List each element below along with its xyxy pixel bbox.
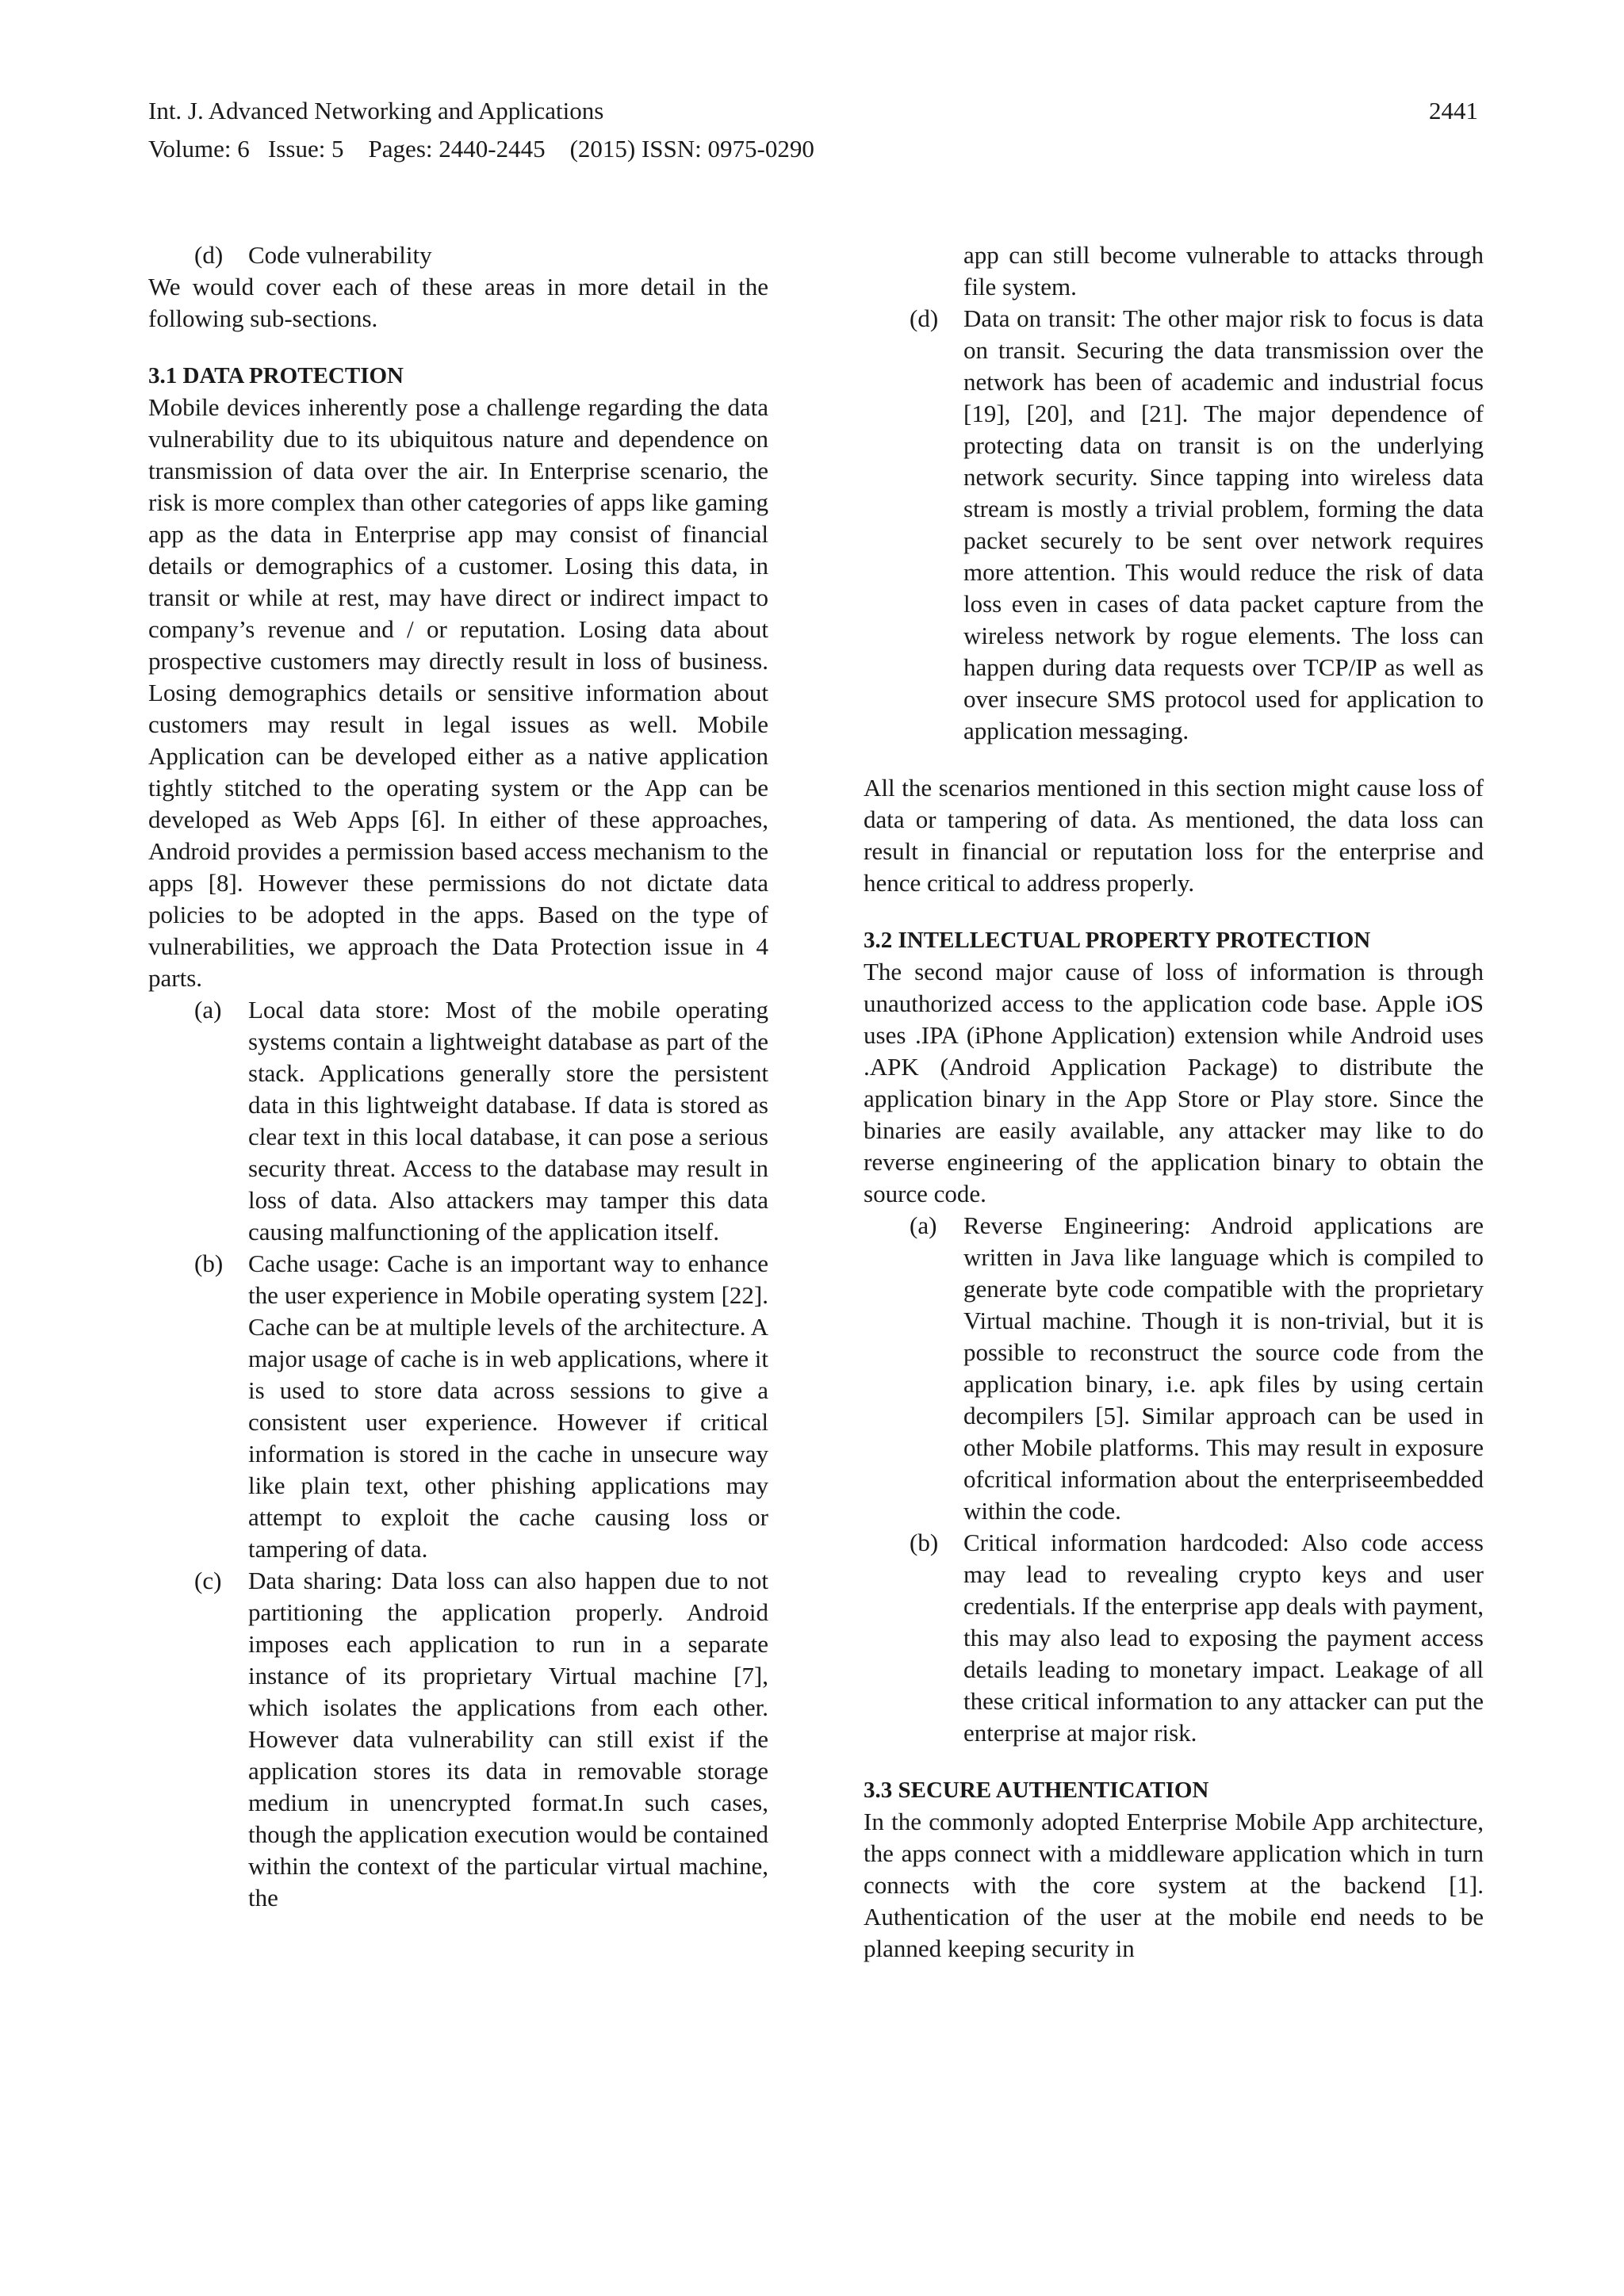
list-text: Cache usage: Cache is an important way to enhance the user experience in Mobile operating system [22]. Cache can be at multiple levels of the architecture. A major usage of cache is in web applications, where it is used to store data across sessions to give a consistent user experience. However if critical information is stored in the cache in unsecure way like plain text, other phishing applications may attempt to exploit the cache causing loss or tampering of data. [248,1249,768,1563]
list-label: (b) [194,1249,224,1277]
list-text: app can still become vulnerable to attacks through file system. [963,241,1484,300]
list-continuation [864,239,1484,303]
section-heading-3-2: 3.2 INTELLECTUAL PROPERTY PROTECTION [864,928,1371,953]
page-number: 2441 [1429,97,1478,124]
list-item-data-on-transit [864,303,1484,747]
section-paragraph-3-1: Mobile devices inherently pose a challenge regarding the data vulnerability due to its ubiquitous nature and dependence on transmission of data over the air. In Enterprise scenario, the risk is more complex than other categories of apps like gaming app as the data in Enterprise app may consist of financial details or demographics of a customer. Losing this data, in transit or while at rest, may have direct or indirect impact to company’s revenue and / or reputation. Losing data about prospective customers may directly result in loss of business. Losing demographics details or sensitive information about customers may result in legal issues as well. Mobile Application can be developed either as a native application tightly stitched to the operating system or the App can be developed as Web Apps [6]. In either of these approaches, Android provides a permission based access mechanism to the apps [8]. However these permissions do not dictate data policies to be adopted in the apps. Based on the type of vulnerabilities, we approach the Data Protection issue in 4 parts. [148,393,768,992]
list-item-data-sharing [148,1565,768,1914]
list-label: (d) [194,241,224,269]
right-column [864,239,1484,1965]
list-text: Local data store: Most of the mobile operating systems contain a lightweight database as part of the stack. Applications generally store the persistent data in this lightweight database. If data is stored as clear text in this local database, it can pose a serious security threat. Access to the database may result in loss of data. Also attackers may tamper this data causing malfunctioning of the application itself. [248,996,768,1246]
summary-paragraph: All the scenarios mentioned in this section might cause loss of data or tampering of data. As mentioned, the data loss can result in financial or reputation loss for the enterprise and hence critical to address properly. [864,774,1484,897]
list-item-reverse-engineering [864,1210,1484,1527]
list-label: (a) [910,1211,937,1239]
list-label: (a) [194,996,222,1024]
list-label: (c) [194,1567,222,1594]
volume-line: Volume: 6 Issue: 5 Pages: 2440-2445 (2015) ISSN: 0975-0290 [148,135,814,163]
list-text: Data sharing: Data loss can also happen due to not partitioning the application properly. Android imposes each application to run in a separate instance of its proprietary Virtual machine [7], which isolates the applications from each other. However data vulnerability can still exist if the application stores its data in removable storage medium in unencrypted format.In such cases, though the application execution would be contained within the context of the particular virtual machine, the [248,1567,768,1911]
section-paragraph-3-2: The second major cause of loss of information is through unauthorized access to the application code base. Apple iOS uses .IPA (iPhone Application) extension while Android uses .APK (Android Application Package) to distribute the application binary in the App Store or Play store. Since the binaries are easily available, any attacker may like to do reverse engineering of the application binary to obtain the source code. [864,958,1484,1207]
intro-paragraph: We would cover each of these areas in more detail in the following sub-sections. [148,273,768,332]
list-item-code-vulnerability [148,239,768,271]
left-column [148,239,768,1914]
list-item-local-data-store [148,994,768,1248]
list-text: Data on transit: The other major risk to focus is data on transit. Securing the data transmission over the network has been of academic and industrial focus [19], [20], and [21]. The major dependence of protecting data on transit is on the underlying network security. Since tapping into wireless data stream is mostly a trivial problem, forming the data packet securely to be sent over network requires more attention. This would reduce the risk of data loss even in cases of data packet capture from the wireless network by rogue elements. The loss can happen during data requests over TCP/IP as well as over insecure SMS protocol used for application to application messaging. [963,304,1484,744]
list-text: Critical information hardcoded: Also code access may lead to revealing crypto keys and user credentials. If the enterprise app deals with payment, this may also lead to exposing the payment access details leading to monetary impact. Leakage of all these critical information to any attacker can put the enterprise at major risk. [963,1529,1484,1747]
list-label: (b) [910,1529,939,1556]
list-text: Code vulnerability [248,241,432,269]
section-paragraph-3-3: In the commonly adopted Enterprise Mobile App architecture, the apps connect with a middleware application which in turn connects with the core system at the backend [1]. Authentication of the user at the mobile end needs to be planned keeping security in [864,1808,1484,1962]
list-item-critical-info-hardcoded [864,1527,1484,1749]
list-label: (d) [910,304,939,332]
section-heading-3-3: 3.3 SECURE AUTHENTICATION [864,1777,1209,1803]
journal-title: Int. J. Advanced Networking and Applications [148,97,604,124]
section-heading-3-1: 3.1 DATA PROTECTION [148,363,404,388]
list-item-cache-usage [148,1248,768,1565]
list-text: Reverse Engineering: Android applications are written in Java like language which is compiled to generate byte code compatible with the proprietary Virtual machine. Though it is non-trivial, but it is possible to reconstruct the source code from the application binary, i.e. apk files by using certain decompilers [5]. Similar approach can be used in other Mobile platforms. This may result in exposure ofcritical information about the enterpriseembedded within the code. [963,1211,1484,1525]
